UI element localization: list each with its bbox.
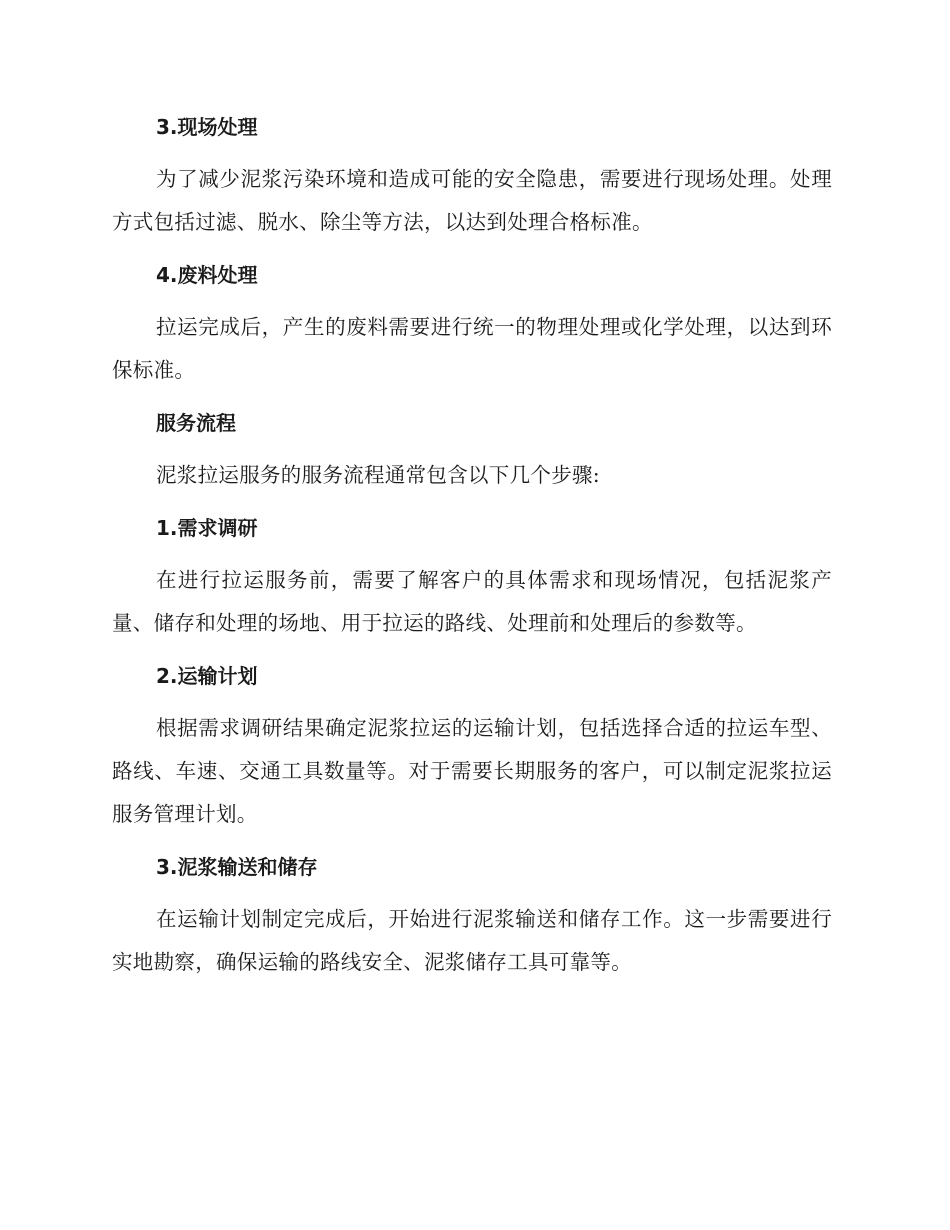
section-heading-on-site-treatment: 3.现场处理 (156, 115, 258, 139)
section-heading-needs-research: 1.需求调研 (156, 516, 258, 540)
paragraph-needs-research: 在进行拉运服务前，需要了解客户的具体需求和现场情况，包括泥浆产量、储存和处理的场地、用于拉运的路线、处理前和处理后的参数等。 (112, 568, 832, 635)
paragraph-on-site-treatment: 为了减少泥浆污染环境和造成可能的安全隐患，需要进行现场处理。处理方式包括过滤、脱水、除尘等方法，以达到处理合格标准。 (112, 167, 832, 234)
section-heading-service-process: 服务流程 (156, 411, 236, 435)
document-body (112, 106, 832, 994)
section-heading-waste-treatment: 4.废料处理 (156, 263, 258, 287)
paragraph-waste-treatment: 拉运完成后，产生的废料需要进行统一的物理处理或化学处理，以达到环保标准。 (112, 315, 832, 382)
paragraph-slurry-transport-storage: 在运输计划制定完成后，开始进行泥浆输送和储存工作。这一步需要进行实地勘察，确保运输的路线安全、泥浆储存工具可靠等。 (112, 907, 832, 974)
section-heading-slurry-transport-storage: 3.泥浆输送和储存 (156, 855, 318, 879)
paragraph-service-process-intro: 泥浆拉运服务的服务流程通常包含以下几个步骤: (156, 463, 601, 487)
section-heading-transport-plan: 2.运输计划 (156, 664, 258, 688)
paragraph-transport-plan: 根据需求调研结果确定泥浆拉运的运输计划，包括选择合适的拉运车型、路线、车速、交通工具数量等。对于需要长期服务的客户，可以制定泥浆拉运服务管理计划。 (112, 716, 832, 826)
